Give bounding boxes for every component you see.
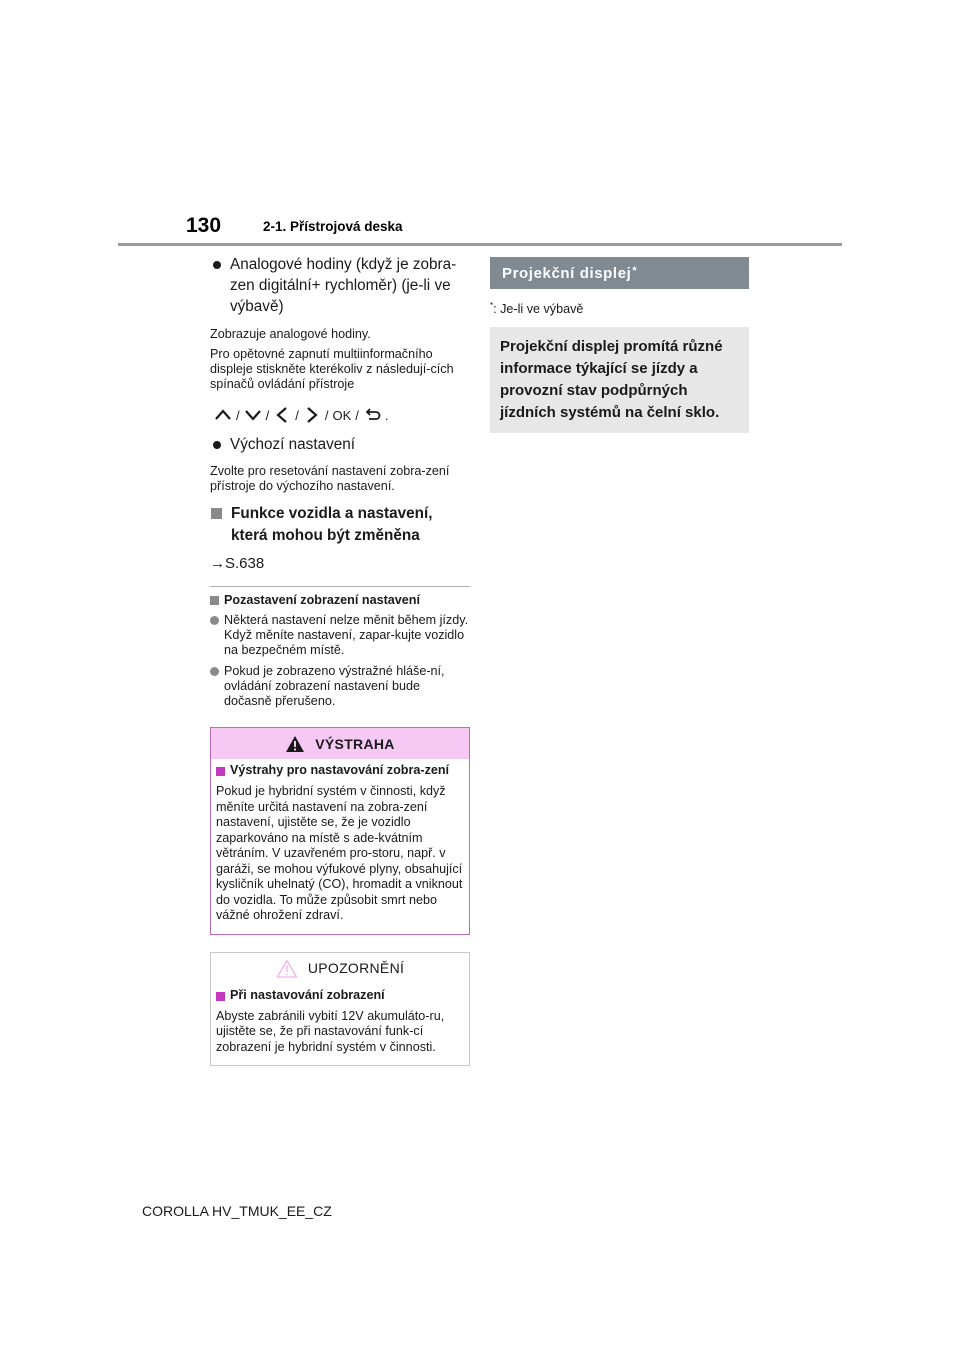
notes-heading-text: Pozastavení zobrazení nastavení: [224, 593, 420, 607]
warning-body: [211, 759, 469, 934]
caution-header: [211, 953, 469, 984]
caution-heading: [216, 988, 464, 1003]
section-divider: [210, 586, 470, 587]
projection-display-title: [490, 257, 749, 289]
note-dot: [210, 667, 219, 676]
bullet-default-settings: [210, 434, 470, 455]
separator: /: [236, 407, 240, 423]
bullet-default-settings-text: Výchozí nastavení: [230, 436, 355, 453]
caution-square-marker: [216, 992, 225, 1001]
warning-triangle-icon: [285, 735, 305, 753]
notes-heading: [210, 593, 470, 607]
warning-header: [211, 728, 469, 759]
analog-clock-desc: Zobrazuje analogové hodiny.: [210, 327, 371, 341]
default-settings-desc: Zvolte pro resetování nastavení zobra-zení přístroje do výchozího nastavení.: [210, 464, 450, 493]
footnote-text: : Je-li ve výbavě: [493, 302, 584, 317]
footer-model: COROLLA HV_TMUK_EE_CZ: [142, 1203, 332, 1219]
note-item-text: Některá nastavení nelze měnit během jízdy. Když měníte nastavení, zapar-kujte vozidlo na bezpečném místě.: [224, 613, 469, 657]
projection-display-title-text: Projekční displej: [502, 264, 632, 282]
title-asterisk: *: [632, 265, 638, 277]
caution-text: Abyste zabránili vybití 12V akumuláto-ru, ujistěte se, že při nastavování funk-cí zobrazení je hybridní systém v činnosti.: [216, 1008, 445, 1054]
caution-heading-text: Při nastavování zobrazení: [230, 987, 385, 1002]
separator: /: [265, 407, 270, 423]
chevron-left-icon: [273, 406, 291, 424]
warning-text: Pokud je hybridní systém v činnosti, když měníte určitá nastavení na zobra-zení nastavení, ujistěte se, že je vozidlo zaparkováno na místě s ade-kvátním větráním. V uzavřeném pro-storu, např. v garáži, se mohou výfukové plyny, obsahující kysličník uhelnatý (CO), hromadit a vniknout do vozidla. To může způsobit smrt nebo vážné ohrožení zdraví.: [216, 784, 463, 922]
note-square-marker: [210, 596, 219, 605]
ok-label: OK: [332, 407, 352, 423]
warning-title: VÝSTRAHA: [315, 735, 395, 752]
caution-title: UPOZORNĚNÍ: [307, 960, 405, 976]
footnote-asterisk: *: [490, 301, 494, 310]
caution-box: [210, 952, 470, 1067]
caution-body: [211, 984, 469, 1066]
analog-clock-instructions: Pro opětovné zapnutí multiinformačního displeje stiskněte kterékoliv z následují-cích spínačů ovládání přístroje: [210, 347, 454, 391]
square-marker: [211, 508, 222, 519]
note-item: [210, 613, 470, 658]
chevron-right-icon: [303, 406, 321, 424]
bullet-dot: [213, 441, 221, 449]
note-item: [210, 664, 470, 709]
warning-heading: [216, 763, 464, 778]
warning-box: [210, 727, 470, 935]
control-buttons-row: [214, 406, 470, 424]
note-dot: [210, 616, 219, 625]
page-number: 130: [186, 214, 222, 237]
warning-square-marker: [216, 767, 225, 776]
separator: /: [324, 407, 329, 423]
period: .: [384, 407, 389, 423]
header-rule: [118, 243, 842, 246]
bullet-analog-clock: [210, 254, 470, 317]
separator: /: [295, 407, 299, 423]
back-arrow-icon: [363, 406, 381, 424]
chevron-up-icon: [214, 406, 232, 424]
page-reference: →S.638: [210, 555, 265, 572]
vehicle-functions-heading: [210, 503, 470, 547]
warning-heading-text: Výstrahy pro nastavování zobra-zení: [230, 763, 450, 777]
caution-triangle-icon: [276, 959, 298, 978]
separator: /: [355, 407, 359, 423]
right-column: [490, 257, 752, 433]
projection-display-summary: Projekční displej promítá různé informace týkající se jízdy a provozní stav podpůrných jízdních systémů na čelní sklo.: [490, 327, 749, 433]
vehicle-functions-heading-text: Funkce vozidla a nastavení, která mohou být změněna: [231, 505, 433, 544]
chevron-down-icon: [244, 406, 262, 424]
bullet-dot: [213, 261, 221, 269]
note-item-text: Pokud je zobrazeno výstražné hláše-ní, ovládání zobrazení nastavení bude dočasně přerušeno.: [224, 664, 445, 708]
bullet-analog-clock-text: Analogové hodiny (když je zobra-zen digitální+ rychloměr) (je-li ve výbavě): [230, 256, 457, 315]
section-title: 2-1. Přístrojová deska: [263, 219, 403, 234]
left-column: [210, 254, 470, 1066]
equipment-footnote: [490, 301, 752, 316]
